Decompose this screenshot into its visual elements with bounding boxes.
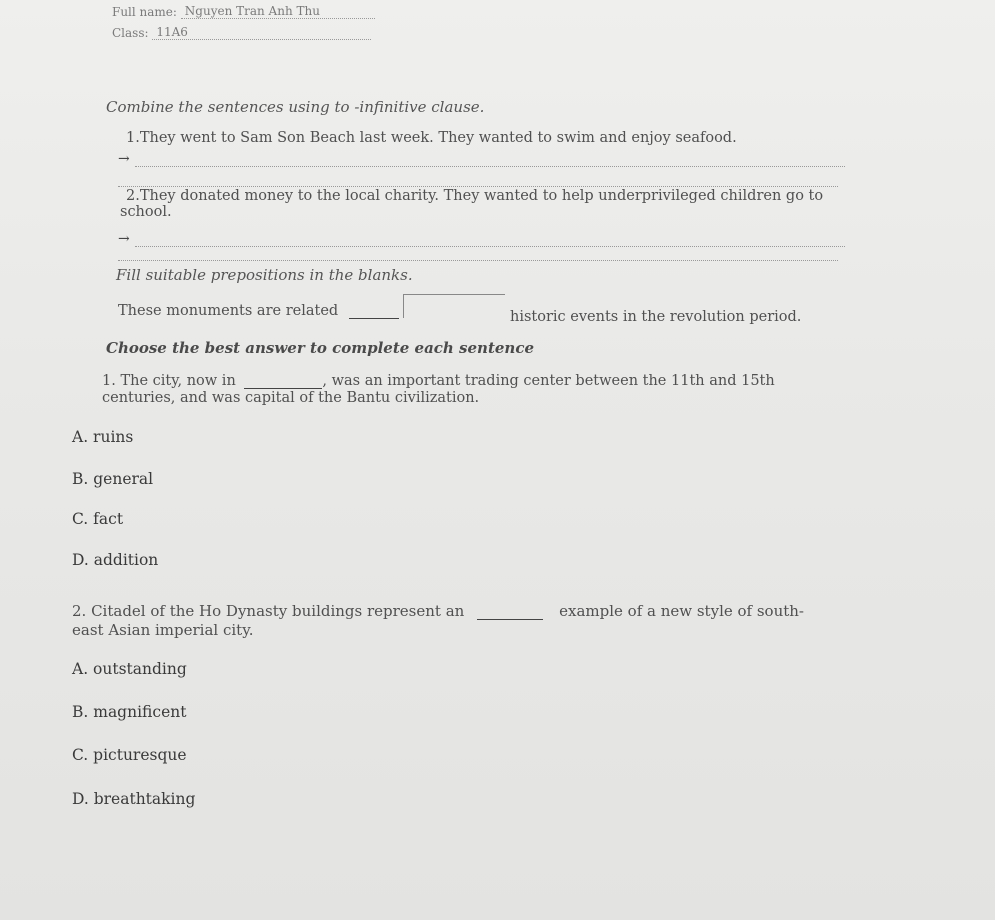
- mcq-q2-option-c[interactable]: C. picturesque: [72, 746, 187, 764]
- mcq-q1-line2: centuries, and was capital of the Bantu civilization.: [102, 390, 480, 406]
- mcq-q2-line2: east Asian imperial city.: [72, 621, 254, 639]
- preposition-instruction: Fill suitable prepositions in the blanks.: [116, 266, 413, 284]
- combine-instruction: Combine the sentences using to -infinitive clause.: [106, 98, 485, 116]
- class-label: Class:: [112, 26, 149, 40]
- mcq-q2-option-d[interactable]: D. breathtaking: [72, 790, 196, 808]
- combine-q1-text: 1.They went to Sam Son Beach last week. They wanted to swim and enjoy seafood.: [126, 130, 737, 146]
- mcq-q2-blank[interactable]: [477, 619, 543, 620]
- mcq-q1-option-d[interactable]: D. addition: [72, 551, 159, 569]
- name-label: Full name:: [112, 5, 177, 19]
- mcq-q2-option-a[interactable]: A. outstanding: [72, 660, 187, 678]
- class-value: 11A6: [152, 25, 371, 40]
- arrow-icon: →: [118, 231, 130, 247]
- mcq-q2-option-b[interactable]: B. magnificent: [72, 703, 187, 721]
- combine-q1-answer-line[interactable]: [118, 148, 845, 167]
- combine-q2-text-cont: school.: [120, 204, 172, 220]
- mcq-q1-option-a[interactable]: A. ruins: [72, 428, 134, 446]
- preposition-blank[interactable]: [349, 318, 399, 319]
- preposition-answer-box[interactable]: [403, 294, 505, 318]
- name-row: [112, 4, 375, 19]
- mcq-instruction: Choose the best answer to complete each sentence: [106, 339, 535, 357]
- preposition-sentence-after: historic events in the revolution period.: [510, 309, 802, 325]
- combine-q1-answer-line-2[interactable]: [118, 168, 838, 187]
- mcq-q2-line1: 2. Citadel of the Ho Dynasty buildings represent an example of a new style of south-: [72, 602, 805, 620]
- mcq-q1-blank[interactable]: [244, 388, 322, 389]
- name-value: Nguyen Tran Anh Thu: [181, 4, 375, 19]
- combine-q2-answer-line-2[interactable]: [118, 242, 838, 261]
- mcq-q1-option-c[interactable]: C. fact: [72, 510, 124, 528]
- preposition-sentence-before: These monuments are related: [118, 303, 399, 319]
- combine-q2-text: 2.They donated money to the local charity. They wanted to help underprivileged children go to: [126, 188, 824, 204]
- mcq-q1-option-b[interactable]: B. general: [72, 470, 154, 488]
- arrow-icon: →: [118, 151, 130, 167]
- mcq-q1-line1: 1. The city, now in , was an important trading center between the 11th and 15th: [102, 373, 775, 389]
- class-row: [112, 25, 371, 40]
